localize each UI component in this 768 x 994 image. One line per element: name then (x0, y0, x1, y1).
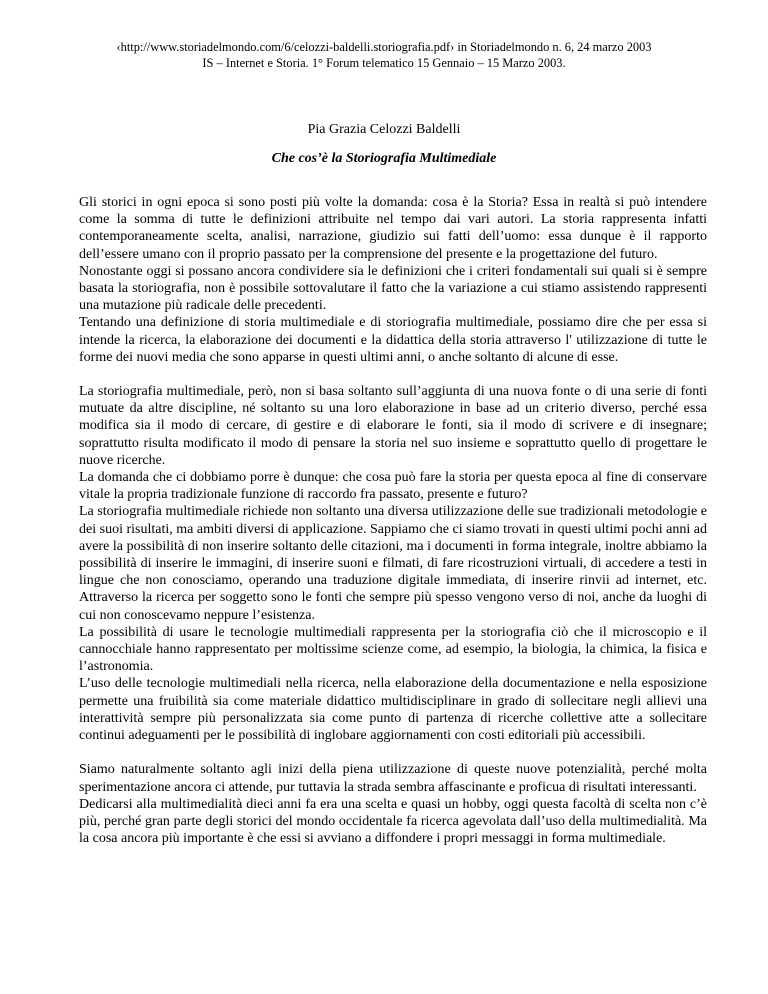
paragraph: La domanda che ci dobbiamo porre è dunque: che cosa può fare la storia per questa epoca al fine di conservare vitale la propria tradizionale funzione di raccordo fra passato, presente e futuro? (79, 470, 707, 503)
paragraph: La possibilità di usare le tecnologie multimediali rappresenta per la storiografia ciò che il microscopio e il cannocchiale hanno rappresentato per moltissime scienze come, ad esempio, la biologia, la chimica, la fisica e l’astronomia. (79, 624, 707, 675)
paragraph: Tentando una definizione di storia multimediale e di storiografia multimediale, possiamo dire che per essa si intende la ricerca, la elaborazione dei documenti e la didattica della storia attraverso l' utilizzazione di tutte le forme dei nuovi media che sono apparse in questi ultimi anni, o anche soltanto di alcune di esse. (79, 315, 707, 365)
paragraph: L’uso delle tecnologie multimediali nella ricerca, nella elaborazione della documentazione e nella esposizione permette una fruibilità sia come materiale didattico multidisciplinare in grado di sollecitare negli allievi una interattività sempre più personalizzata sia come punto di partenza di ricerche collettive atte a sollecitare continui adeguamenti per le possibilità di inglobare aggiornamenti con costi editoriali più accessibili. (79, 676, 707, 744)
citation-forum-line: IS – Internet e Storia. 1° Forum telematico 15 Gennaio – 15 Marzo 2003. (202, 56, 566, 70)
paragraph: La storiografia multimediale, però, non si basa soltanto sull’aggiunta di una nuova fonte o di una serie di fonti mutuate da altre discipline, né soltanto su una loro elaborazione in base ad un criterio diverso, perché essa modifica sia il modo di cercare, di gestire e di elaborare le fonti, sia il modo di scrivere e di insegnare; soprattutto risulta modificato il modo di pensare la storia nel suo insieme e soprattutto quello di progettare le nuove ricerche. (79, 384, 707, 468)
paragraph: Dedicarsi alla multimedialità dieci anni fa era una scelta e quasi un hobby, oggi questa facoltà di scelta non c’è più, perché gran parte degli storici del mondo occidentale fa ricerca agevolata dall’uso della multimedialità. Ma la cosa ancora più importante è che essi si avviano a diffondere i propri messaggi in forma multimediale. (79, 796, 707, 847)
author-name: Pia Grazia Celozzi Baldelli (307, 122, 461, 137)
paragraph: La storiografia multimediale richiede non soltanto una diversa utilizzazione delle sue tradizionali metodologie e dei suoi risultati, ma ambiti diversi di applicazione. Sappiamo che ci siamo trovati in questi ultimi pochi anni ad avere la possibilità di non inserire soltanto delle citazioni, ma i documenti in forma integrale, inoltre abbiamo la possibilità di inserire le immagini, di inserire suoni e filmati, di fare ricostruzioni virtuali, di accedere a testi in lingue che non conosciamo, operando una traduzione digitale immediata, di inserire rinvii ad internet, etc. Attraverso la ricerca per soggetto sono le fonti che sempre più spesso vengono verso di noi, anche da luoghi di cui non conoscevamo neppure l’esistenza. (79, 504, 707, 623)
paragraph: Gli storici in ogni epoca si sono posti più volte la domanda: cosa è la Storia? Essa in realtà si può intendere come la somma di tutte le definizioni attribuite nel tempo dai vari autori. La storia rappresenta infatti contemporaneamente scelta, analisi, narrazione, giudizio sui fatti dell’uomo: essa dunque è il rapporto dell’essere umano con il proprio passato per la comprensione del presente e la progettazione del futuro. (79, 195, 707, 262)
article-title: Che cos’è la Storiografia Multimediale (271, 151, 497, 166)
paragraph: Nonostante oggi si possano ancora condividere sia le definizioni che i criteri fondamentali sui quali si è sempre basata la storiografia, non è possibile sottovalutare il fatto che la variazione a cui stiamo assistendo rappresenti una mutazione più radicale delle precedenti. (79, 263, 707, 314)
paragraph: Siamo naturalmente soltanto agli inizi della piena utilizzazione di queste nuove potenzialità, perché molta sperimentazione ancora ci attende, pur tuttavia la strada sembra affascinante e proficua di risultati interessanti. (79, 762, 707, 795)
citation-source-line: ‹http://www.storiadelmondo.com/6/celozzi-baldelli.storiografia.pdf› in Storiadelmondo n. 6, 24 marzo 2003 (116, 40, 652, 54)
article-body (79, 194, 707, 847)
citation-header (40, 39, 728, 71)
